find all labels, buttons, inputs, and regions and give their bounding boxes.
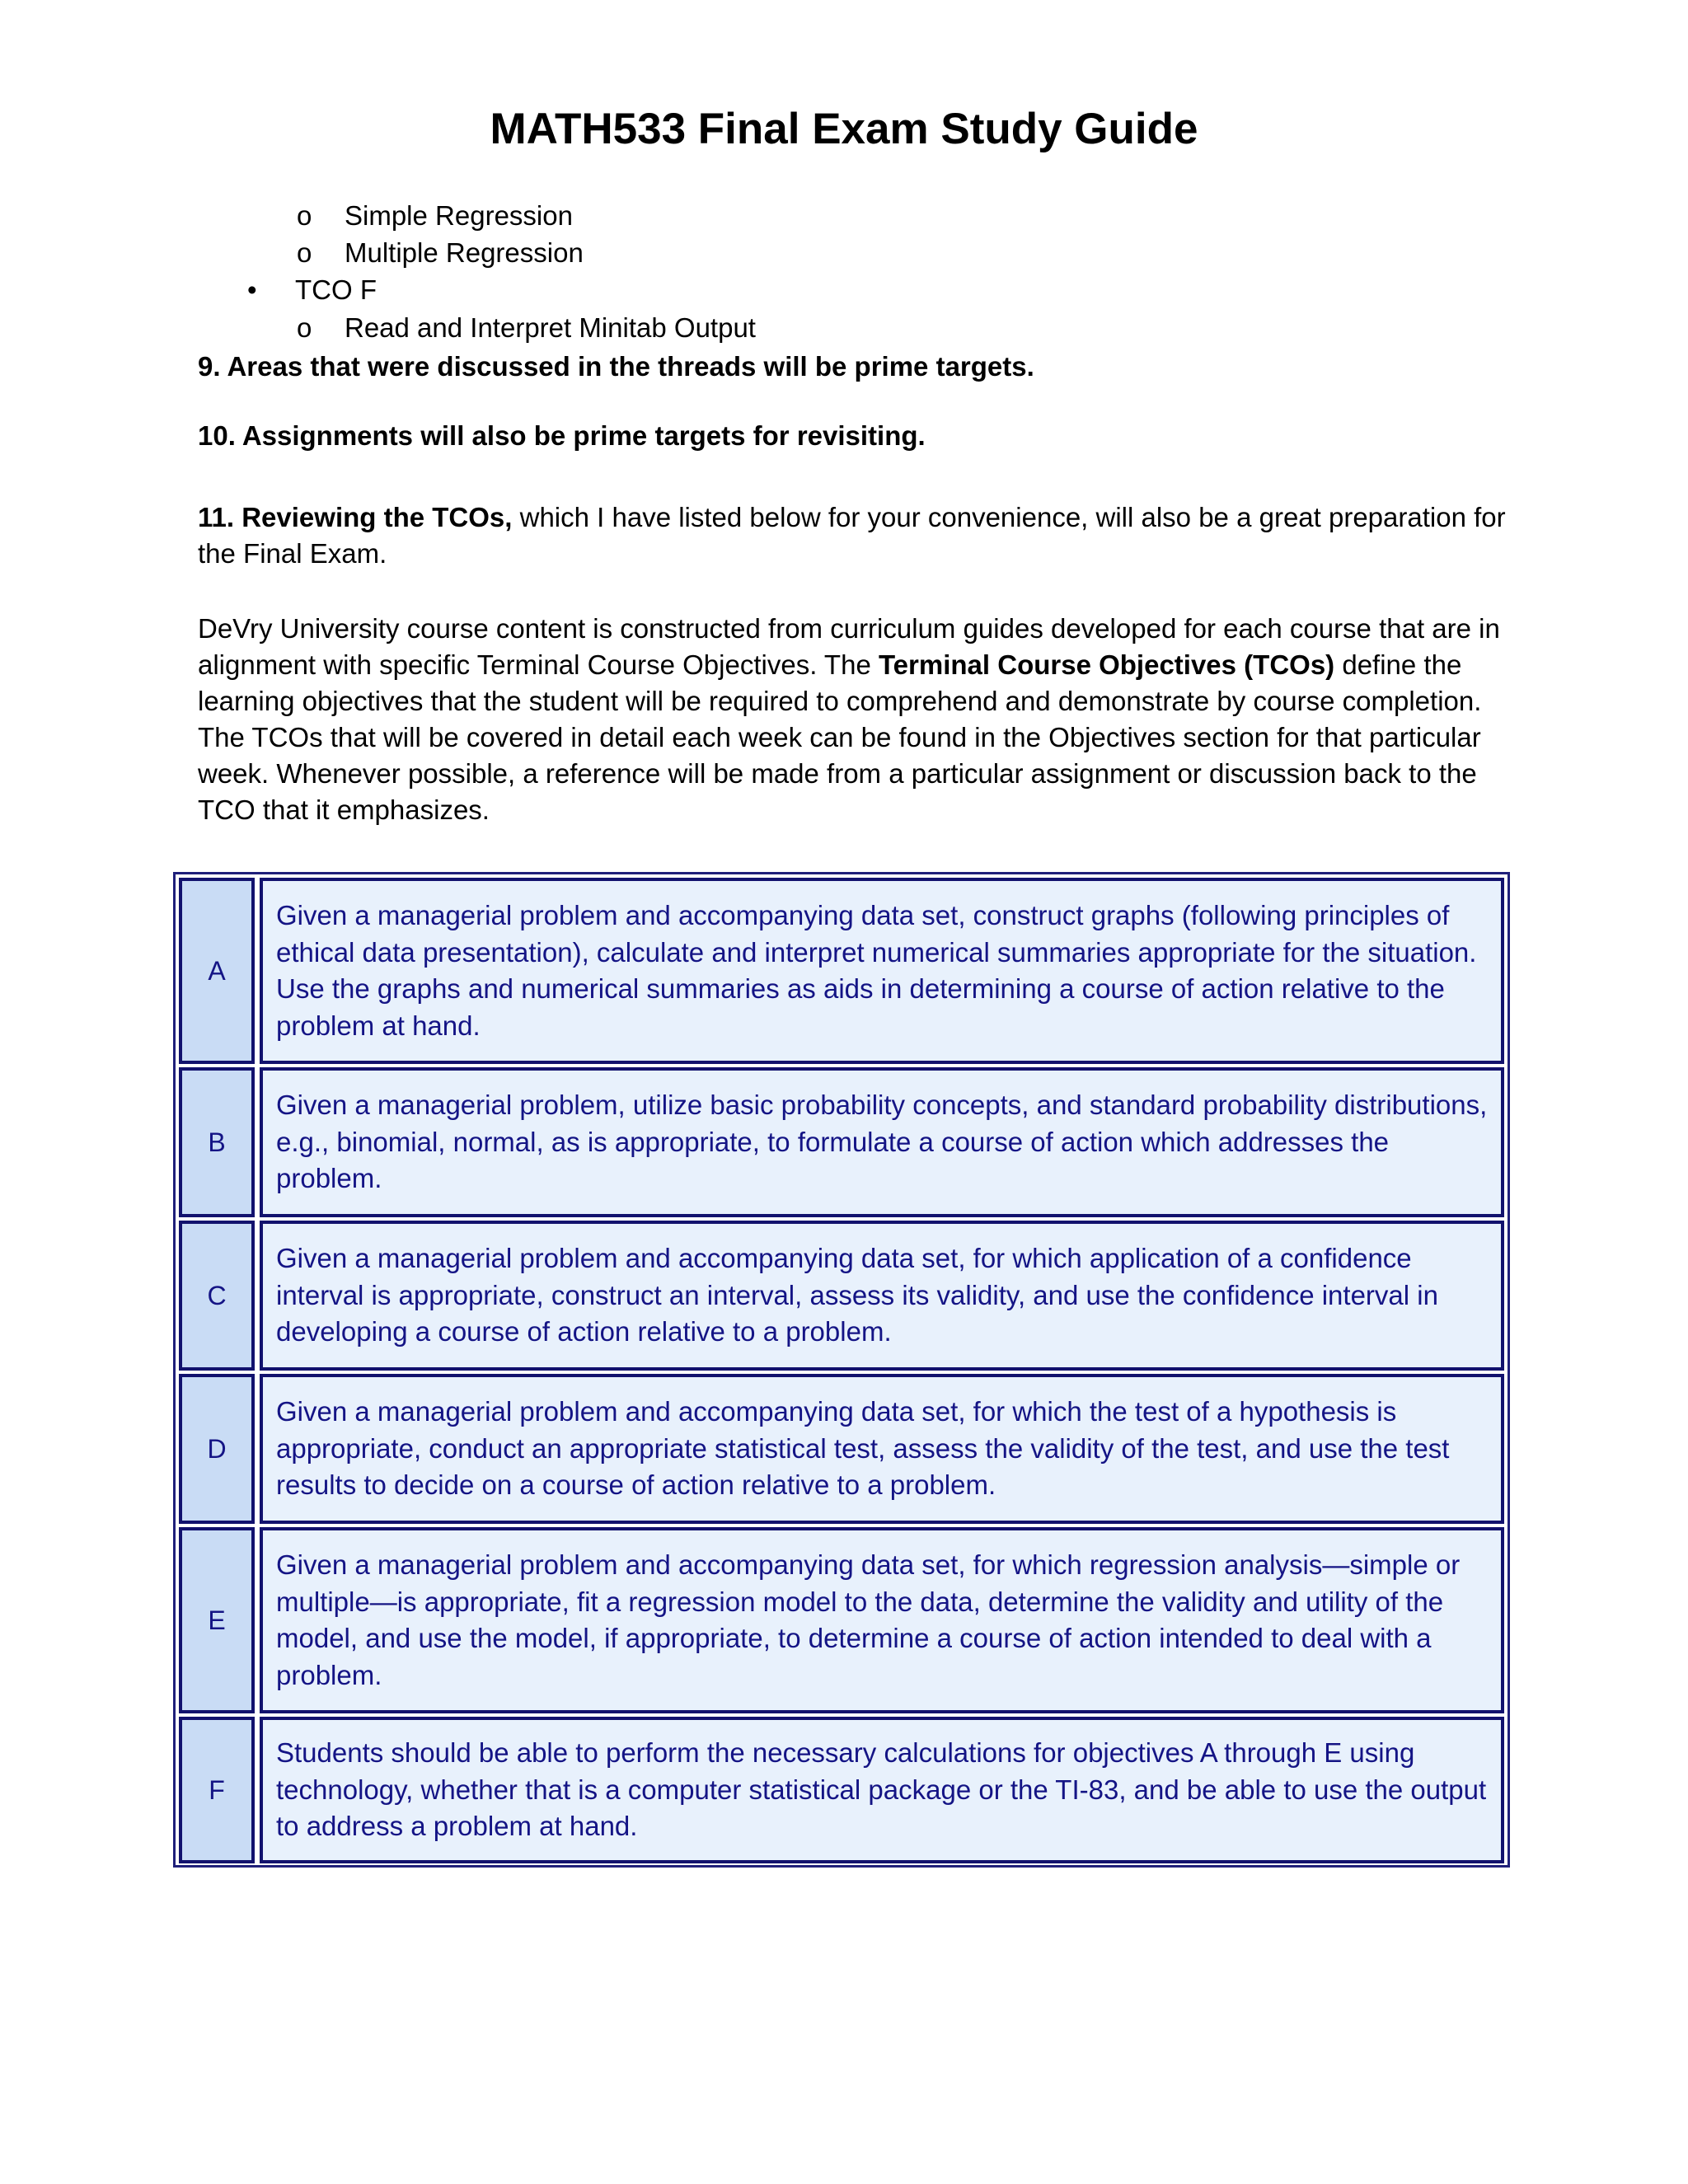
sub-bullet-marker: o (297, 312, 312, 343)
list-item-minitab-output: Read and Interpret Minitab Output (345, 312, 756, 343)
item-11-bold: 11. Reviewing the TCOs, (198, 502, 513, 532)
tco-row-d (179, 1374, 1504, 1524)
tco-row-a (179, 878, 1504, 1064)
tco-letter: F (179, 1717, 255, 1863)
tco-letter: B (179, 1067, 255, 1217)
tco-table (173, 872, 1510, 1868)
list-item-tco-f: TCO F (295, 274, 377, 305)
tco-description: Students should be able to perform the necessary calculations for objectives A through E using technology, whether that is a computer statistical package or the TI-83, and be able to use the output to address a problem at hand. (260, 1717, 1504, 1863)
tco-row-b (179, 1067, 1504, 1217)
list-item-multiple-regression: Multiple Regression (345, 237, 584, 268)
intro-paragraph (198, 611, 1517, 828)
tco-description: Given a managerial problem and accompanying data set, for which the test of a hypothesis is appropriate, conduct an appropriate statistical test, assess the validity of the test, and use the test results to decide on a course of action relative to a problem. (260, 1374, 1504, 1524)
tco-description: Given a managerial problem and accompanying data set, for which regression analysis—simple or multiple—is appropriate, fit a regression model to the data, determine the validity and utility of the model, and use the model, if appropriate, to determine a course of action intended to deal with a problem. (260, 1527, 1504, 1713)
intro-part2: define the learning objectives that the student will be required to comprehend and demonstrate by course completion. The TCOs that will be covered in detail each week can be found in the Objectives section for that particular week. Whenever possible, a reference will be made from a particular assignment or discussion back to the TCO that it emphasizes. (198, 649, 1482, 825)
sub-bullet-marker: o (297, 237, 312, 268)
sub-bullet-marker: o (297, 200, 312, 231)
item-11 (198, 499, 1517, 572)
intro-part1: DeVry University course content is constructed from curriculum guides developed for each course that are in alignment with specific Terminal Course Objectives. The (198, 613, 1500, 680)
tco-letter: A (179, 878, 255, 1064)
tco-description: Given a managerial problem and accompanying data set, construct graphs (following principles of ethical data presentation), calculate and interpret numerical summaries appropriate for the situation. Use the graphs and numerical summaries as aids in determining a course of action relative to the problem at hand. (260, 878, 1504, 1064)
list-item-simple-regression: Simple Regression (345, 200, 573, 231)
tco-description: Given a managerial problem, utilize basic probability concepts, and standard probability distributions, e.g., binomial, normal, as is appropriate, to formulate a course of action which addresses the problem. (260, 1067, 1504, 1217)
tco-letter: C (179, 1221, 255, 1371)
tco-letter: D (179, 1374, 255, 1524)
item-9: 9. Areas that were discussed in the threads will be prime targets. (198, 351, 1034, 382)
page-title: MATH533 Final Exam Study Guide (490, 105, 1198, 153)
tco-letter: E (179, 1527, 255, 1713)
tco-row-f (179, 1717, 1504, 1863)
tco-row-c (179, 1221, 1504, 1371)
item-10: 10. Assignments will also be prime targets for revisiting. (198, 420, 926, 451)
intro-bold: Terminal Course Objectives (TCOs) (878, 649, 1335, 680)
tco-description: Given a managerial problem and accompanying data set, for which application of a confidence interval is appropriate, construct an interval, assess its validity, and use the confidence interval in developing a course of action relative to a problem. (260, 1221, 1504, 1371)
bullet-marker: • (247, 274, 257, 305)
tco-row-e (179, 1527, 1504, 1713)
item-11-rest: which I have listed below for your convenience, will also be a great preparation for the Final Exam. (198, 502, 1506, 569)
